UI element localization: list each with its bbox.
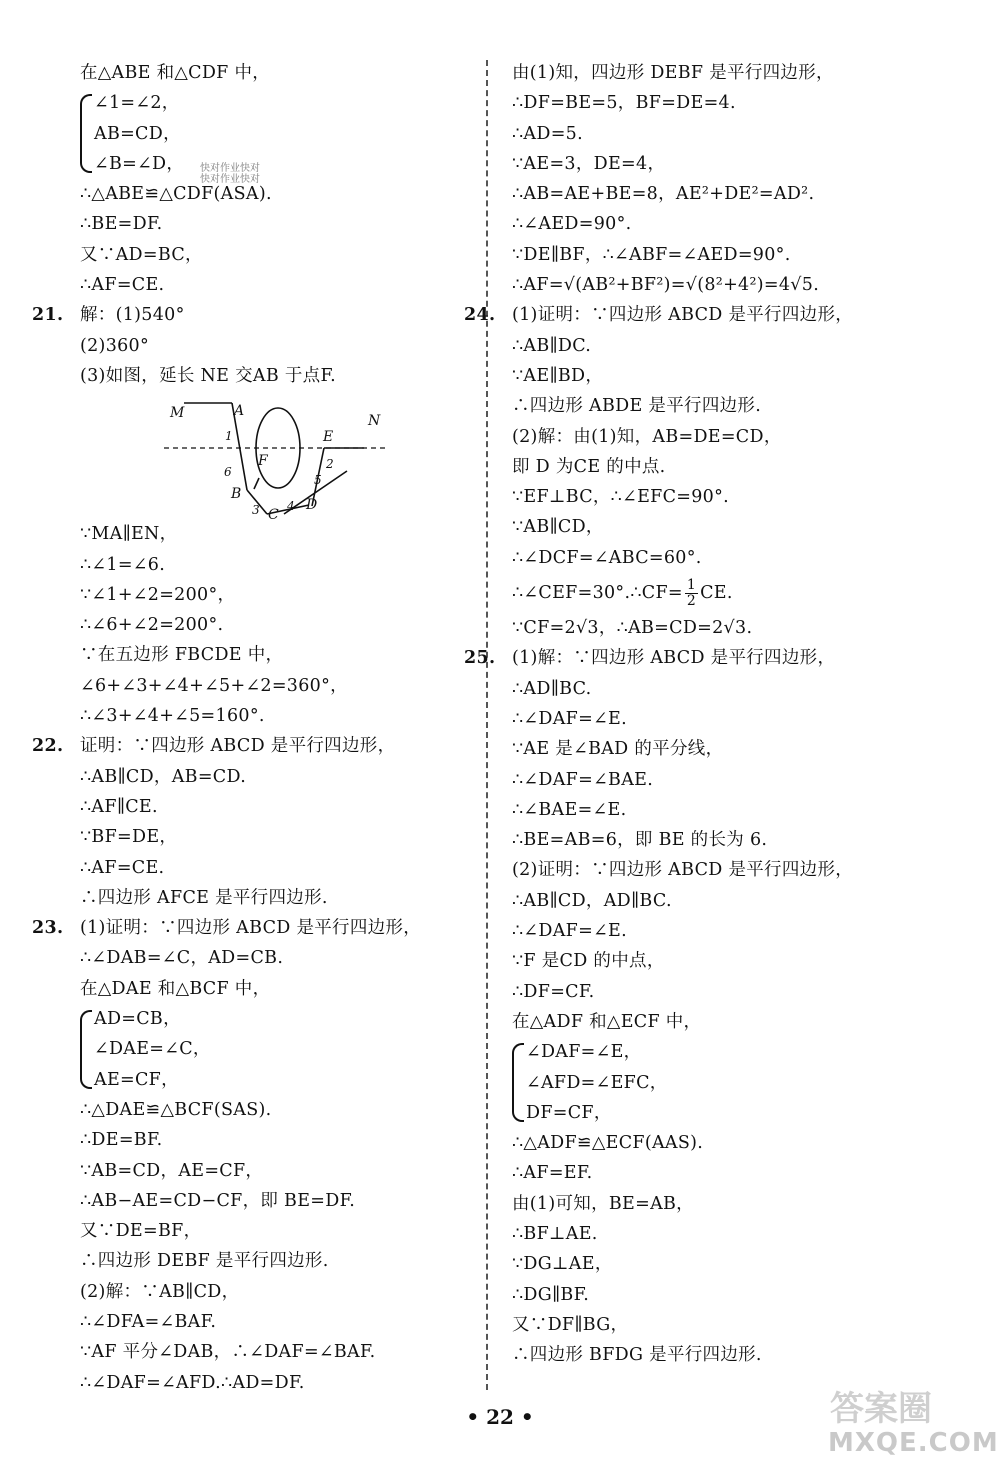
question-number: 24. [464, 305, 496, 326]
column-divider [486, 60, 488, 1390]
text-line: ∵AB=CD，AE=CF， [80, 1160, 264, 1181]
text-line: ∵AE=3，DE=4， [512, 153, 666, 174]
left-block-g [80, 1095, 475, 1398]
brace-system-2 [80, 1004, 475, 1095]
text-line: ∴∠DCF=∠ABC=60°. [512, 547, 702, 568]
figure-label-n4: 4 [287, 499, 295, 514]
text-line: ∵∠1+∠2=200°， [80, 584, 236, 605]
question-22 [32, 731, 475, 761]
text-line: ∴四边形 BFDG 是平行四边形. [512, 1345, 762, 1366]
text-line: ∴四边形 ABDE 是平行四边形. [512, 396, 762, 417]
text-line: ∠6+∠3+∠4+∠5+∠2=360°， [80, 675, 348, 696]
text-line: ∠B=∠D， [94, 153, 185, 174]
question-21 [32, 300, 475, 330]
text-line: ∵F 是CD 的中点， [512, 951, 665, 972]
text-line: ∴∠DAF=∠AFD.∴AD=DF. [80, 1372, 305, 1393]
question-25 [464, 643, 912, 673]
right-block-b [512, 331, 912, 573]
fraction: $\frac{1}{2}$ [686, 577, 697, 610]
question-number: 22. [32, 736, 64, 757]
text-line: ∠AFD=∠EFC， [526, 1072, 668, 1093]
figure-label-n2: 2 [326, 457, 334, 472]
question-24 [464, 300, 912, 330]
figure-label-C: C [268, 507, 279, 524]
text-line: (2)解：∵AB∥CD， [80, 1281, 240, 1302]
text-line: ∵在五边形 FBCDE 中， [80, 645, 284, 666]
text-line: ∴DF=BE=5，BF=DE=4. [512, 93, 736, 114]
text-line: ∠DAE=∠C， [94, 1039, 211, 1060]
text-line: ∵CF=2√3，∴AB=CD=2√3. [512, 618, 753, 639]
figure-label-M: M [170, 405, 185, 422]
text-line: ∵AF 平分∠DAB，∴∠DAF=∠BAF. [80, 1342, 376, 1363]
right-column [464, 58, 912, 1370]
text-line: ∵DE∥BF，∴∠ABF=∠AED=90°. [512, 244, 791, 265]
question-number: 25. [464, 648, 496, 669]
text-line: 又∵DE=BF， [80, 1221, 202, 1242]
text-line: ∴∠DAF=∠E. [512, 921, 627, 942]
right-block-d [512, 674, 912, 1038]
figure-label-F: F [258, 453, 268, 470]
right-block-c [512, 613, 912, 643]
text-line: ∴AF∥CE. [80, 796, 158, 817]
text-line: 在△ADF 和△ECF 中， [512, 1011, 702, 1032]
text-line: ∴四边形 AFCE 是平行四边形. [80, 887, 328, 908]
text-line: ∵AE∥BD， [512, 365, 604, 386]
question-number: 23. [32, 918, 64, 939]
text-line: ∴∠BAE=∠E. [512, 799, 627, 820]
text-line: ∴AF=√(AB²+BF²)=√(8²+4²)=4√5. [512, 275, 820, 296]
left-column [32, 58, 475, 1398]
text-line: ∴AB∥DC. [512, 335, 592, 356]
text-line: ∴∠DAB=∠C，AD=CB. [80, 948, 284, 969]
svg-text:答案圈: 答案圈 [830, 1389, 932, 1429]
brace-system-1 [80, 88, 475, 179]
text-line: 又∵DF∥BG， [512, 1314, 629, 1335]
question-text: (1)证明：∵四边形 ABCD 是平行四边形， [512, 305, 854, 326]
text-line: DF=CF， [526, 1102, 612, 1123]
text-line: ∴DG∥BF. [512, 1284, 590, 1305]
figure-label-A: A [234, 403, 245, 420]
left-block-a [80, 58, 475, 88]
text-line: ∵BF=DE， [80, 827, 178, 848]
question-text: 解：(1)540° [80, 305, 185, 326]
right-block-e [512, 1128, 912, 1370]
text-line: ∴∠DAF=∠BAE. [512, 769, 654, 790]
faint-stamp: 快对作业快对 快对作业快对 [200, 163, 260, 185]
left-block-b [80, 179, 475, 300]
text-line: ∴∠3+∠4+∠5=160°. [80, 706, 265, 727]
text-line: AD=CB， [94, 1009, 181, 1030]
text-line: ∴△ABE≌△CDF(ASA). [80, 184, 272, 205]
text-line: ∴DE=BF. [80, 1130, 163, 1151]
text-line: ∴AD∥BC. [512, 678, 592, 699]
text-line: ∴AF=CE. [80, 857, 165, 878]
text-line: ∴∠DAF=∠E. [512, 708, 627, 729]
left-block-d [80, 519, 475, 731]
text-line: ∠1=∠2， [94, 93, 180, 114]
text-line: AB=CD， [94, 123, 181, 144]
text-line: 由(1)可知，BE=AB， [512, 1193, 694, 1214]
text-line: (2)解：由(1)知，AB=DE=CD， [512, 426, 782, 447]
text-line: ∴四边形 DEBF 是平行四边形. [80, 1251, 329, 1272]
figure-label-n1: 1 [225, 429, 233, 444]
figure-label-E: E [323, 429, 334, 446]
question-23 [32, 913, 475, 943]
text-line: ∠DAF=∠E， [526, 1042, 642, 1063]
text-line: (3)如图，延长 NE 交AB 于点F. [80, 365, 337, 386]
text-line: (2)360° [80, 335, 150, 356]
question-text: (1)解：∵四边形 ABCD 是平行四边形， [512, 648, 836, 669]
question-text: (1)证明：∵四边形 ABCD 是平行四边形， [80, 918, 422, 939]
pentagon-figure [80, 393, 475, 524]
fraction-line: ∴∠CEF=30°.∴CF= $\frac{1}{2}$ CE. [512, 577, 733, 610]
text-line: ∴AB∥CD，AB=CD. [80, 766, 247, 787]
left-block-f [80, 943, 475, 1004]
text-line: ∵AE 是∠BAD 的平分线， [512, 739, 724, 760]
figure-label-n5: 5 [314, 473, 322, 488]
text-line: ∴AD=5. [512, 123, 583, 144]
question-text: 证明：∵四边形 ABCD 是平行四边形， [80, 736, 396, 757]
text-line: (2)证明：∵四边形 ABCD 是平行四边形， [512, 860, 854, 881]
text-line: ∴AB=AE+BE=8，AE²+DE²=AD². [512, 184, 815, 205]
figure-label-n6: 6 [224, 465, 232, 480]
text-line: ∵DG⊥AE， [512, 1254, 613, 1275]
text-line: ∵MA∥EN， [80, 524, 178, 545]
text-line: ∴AB∥CD，AD∥BC. [512, 890, 672, 911]
text-line: 在△DAE 和△BCF 中， [80, 978, 271, 999]
text-line: ∴∠1=∠6. [80, 554, 166, 575]
text-line: ∴BE=DF. [80, 214, 163, 235]
text-line: ∴△ADF≌△ECF(AAS). [512, 1133, 704, 1154]
text-line: ∴AF=EF. [512, 1163, 593, 1184]
figure-label-D: D [306, 497, 318, 514]
text-line: ∴∠DFA=∠BAF. [80, 1311, 217, 1332]
text-line: 由(1)知，四边形 DEBF 是平行四边形， [512, 63, 834, 83]
watermark-text: MXQE.COM [828, 1428, 999, 1458]
text-line: AE=CF， [94, 1069, 179, 1090]
question-number: 21. [32, 305, 64, 326]
text-line: ∴BE=AB=6，即 BE 的长为 6. [512, 830, 768, 851]
text-line: ∴BF⊥AE. [512, 1223, 598, 1244]
text-line: ∴∠AED=90°. [512, 214, 632, 235]
left-block-c [80, 331, 475, 392]
right-block-a [512, 58, 912, 300]
text-line: 在△ABE 和△CDF 中， [80, 63, 271, 83]
text-line: ∴∠6+∠2=200°. [80, 615, 224, 636]
figure-label-N: N [368, 413, 381, 430]
page-number: • 22 • [466, 1405, 534, 1429]
text-line: ∵AB∥CD， [512, 517, 604, 538]
text-line: 又∵AD=BC， [80, 244, 203, 265]
left-block-e [80, 762, 475, 913]
text-line: ∴AF=CE. [80, 275, 165, 296]
figure-label-B: B [231, 486, 242, 503]
text-line: ∴DF=CF. [512, 981, 595, 1002]
figure-label-n3: 3 [252, 503, 260, 518]
text-line: 即 D 为CE 的中点. [512, 456, 666, 477]
text-line: ∴△DAE≌△BCF(SAS). [80, 1099, 272, 1120]
text-line: ∴AB−AE=CD−CF，即 BE=DF. [80, 1190, 356, 1211]
text-line: ∵EF⊥BC，∴∠EFC=90°. [512, 487, 730, 508]
brace-system-3 [512, 1037, 912, 1128]
